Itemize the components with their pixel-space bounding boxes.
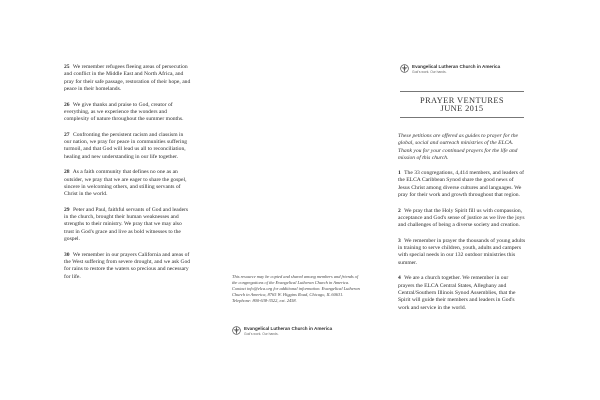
petition-number: 1: [398, 170, 401, 176]
petition-item: [398, 275, 526, 312]
title-block: [400, 91, 524, 118]
petition-number: 4: [398, 275, 401, 282]
petition-text: Confronting the persistent racism and classism in our nation, we pray for peace in communities suffering turmoil, and that God will lead us all to reconciliation, healing and new understanding in our life together.: [64, 131, 188, 160]
intro-text: These petitions are offered as guides to prayer for the global, social and outreach ministries of the ELCA. Thank you for your continued prayers for the life and mission of this church.: [398, 133, 518, 162]
middle-panel: [210, 0, 390, 400]
page-title: PRAYER VENTURES: [420, 95, 504, 105]
org-tagline: God's work. Our hands.: [244, 331, 279, 336]
title-rule-top: [400, 91, 524, 92]
right-panel: [390, 0, 600, 400]
petition-item: [64, 207, 192, 244]
petition-text: Peter and Paul, faithful servants of God and leaders in the church, brought their human weaknesses and strengths to their ministry. We pray that we may also trust in God's grace and live as bold witnesses to the gospel.: [64, 206, 189, 243]
petition-number: 28: [64, 169, 70, 176]
left-panel: [0, 0, 210, 400]
petition-item: [64, 102, 192, 124]
org-name: Evangelical Lutheran Church in America: [412, 64, 501, 69]
petition-item: [64, 64, 192, 94]
petition-text: We remember refugees fleeing areas of persecution and conflict in the Middle East and North Africa, and pray for their safe passage, restoration of their hope, and peace in their homelands.: [64, 64, 191, 93]
petition-text: We remember in prayer the thousands of young adults in training to serve children, youth, adults and campers with special needs in our 132 outdoor ministries this summer.: [398, 237, 526, 266]
petition-item: [64, 169, 192, 199]
petition-text: The 33 congregations, 4,414 members, and leaders of the ELCA Caribbean Synod share the good news of Jesus Christ among diverse cultures and languages. We pray for their work and growth throughout that region.: [398, 170, 525, 199]
petition-number: 26: [64, 101, 70, 108]
petition-number: 2: [398, 207, 401, 214]
petition-item: [398, 208, 526, 230]
petition-number: 29: [64, 206, 70, 213]
page-subtitle: JUNE 2015: [440, 104, 484, 114]
petition-number: 3: [398, 237, 401, 244]
right-petitions-list: [398, 170, 526, 320]
petition-text: We give thanks and praise to God, creator of everything, as we experience the wonders and complexity of nature throughout the summer months.: [64, 101, 184, 123]
petition-text: We pray that the Holy Spirit fill us with compassion, acceptance and God's sense of justice as we live the joys and challenges of being a diverse society and creation.: [398, 207, 525, 229]
petition-item: [398, 170, 526, 200]
petition-number: 30: [64, 251, 70, 258]
elca-cross-icon: [232, 326, 241, 335]
elca-logo-bottom: [232, 326, 332, 336]
left-petitions-list: [64, 64, 192, 289]
petition-item: [398, 238, 526, 268]
copyright-notice: This resource may be copied and shared among members and friends of the congregations of the Evangelical Lutheran Church in America. Contact info@elca.org for additional information. Evangelical Lutheran Church in America, 8765 W. Higgins Road, Chicago, IL 60631. Telephone: 800-638-3522, ext. 2458.: [232, 274, 360, 303]
petition-item: [64, 132, 192, 162]
petition-number: 25: [64, 64, 70, 70]
elca-logo-top: [400, 64, 500, 74]
petition-item: [64, 252, 192, 282]
elca-cross-icon: [400, 64, 409, 73]
org-name: Evangelical Lutheran Church in America: [244, 326, 333, 331]
petition-text: We are a church together. We remember in our prayers the ELCA Central States, Alleghany and Central/Southern Illinois Synod Assemblies, that the Spirit will guide their members and leaders in God's work and service in the world.: [398, 275, 516, 311]
title-rule-bottom: [400, 117, 524, 118]
petition-text: We remember in our prayers California and areas of the West suffering from severe drought, and we ask God for rains to restore the waters so precious and necessary for life.: [64, 251, 191, 280]
petition-number: 27: [64, 131, 70, 138]
petition-text: As a faith community that defines no one as an outsider, we pray that we are eager to share the gospel, sincere in welcoming others, and stilling servants of Christ in the world.: [64, 169, 187, 198]
org-tagline: God's work. Our hands.: [412, 69, 447, 74]
